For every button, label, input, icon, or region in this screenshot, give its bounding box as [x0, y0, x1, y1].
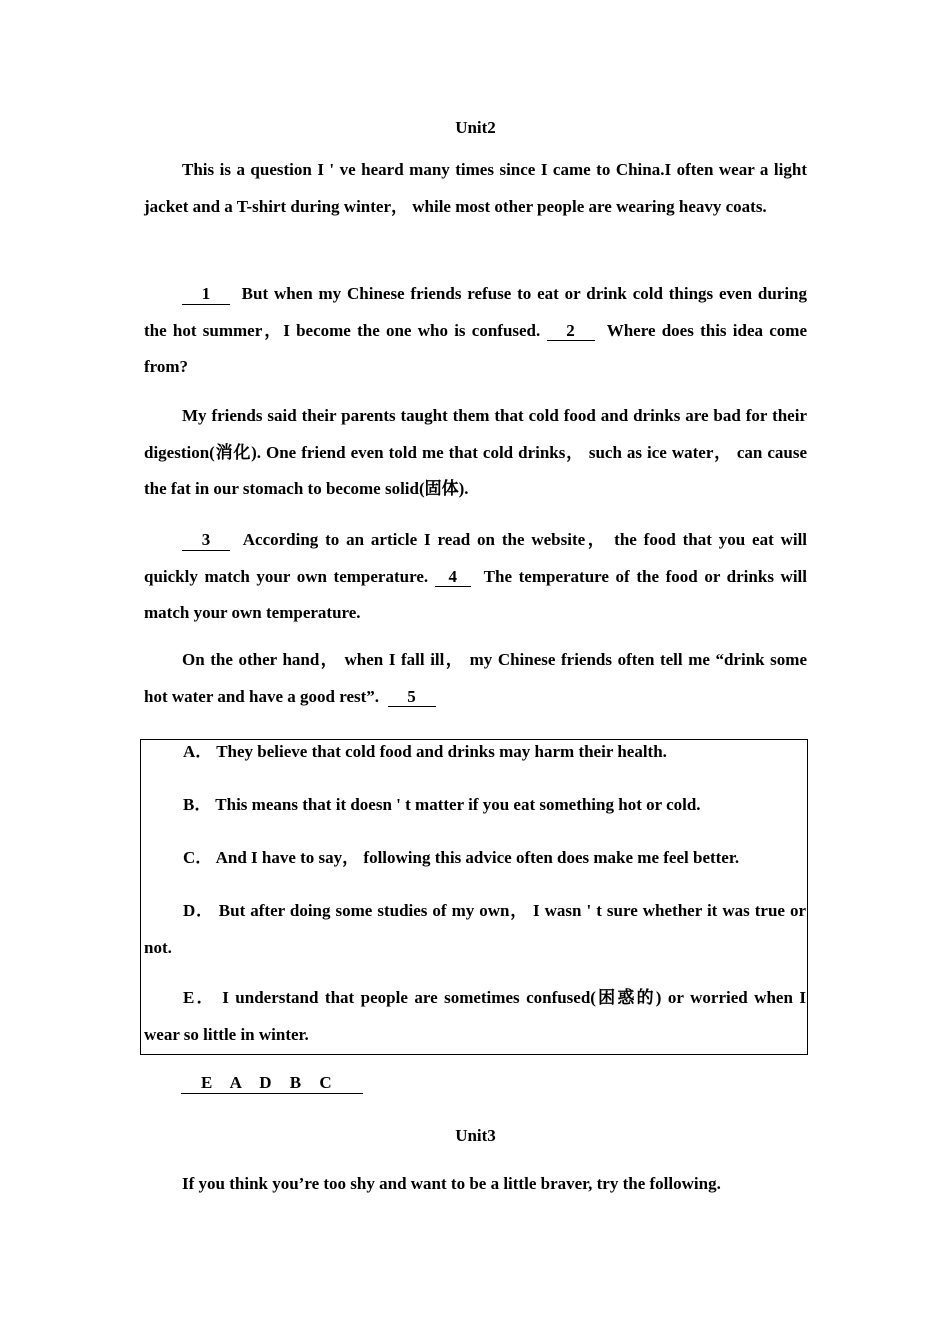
unit3-title: Unit3 [455, 1126, 496, 1145]
option-c: C． And I have to say， following this advice often does make me feel better. [183, 848, 740, 867]
unit2-paragraph-2 [144, 276, 807, 386]
options-box [140, 739, 808, 1055]
option-b: B． This means that it doesn ' t matter if you eat something hot or cold. [183, 795, 701, 814]
answer-key: E A D B C [181, 1073, 363, 1094]
option-e: E． I understand that people are sometimes confused(困惑的) or worried when I wear so little in winter. [144, 988, 806, 1044]
option-d: D． But after doing some studies of my own， I wasn ' t sure whether it was true or not. [144, 901, 806, 957]
paragraph-5-text-a: On the other hand， when I fall ill， my Chinese friends often tell me “drink some hot water and have a good rest”. [144, 650, 807, 706]
unit2-paragraph-1: This is a question I ' ve heard many times since I came to China.I often wear a light jacket and a T-shirt during winter， while most other people are wearing heavy coats. [144, 160, 807, 216]
blank-5[interactable]: 5 [388, 687, 436, 708]
option-a: A． They believe that cold food and drinks may harm their health. [183, 742, 667, 761]
blank-3[interactable]: 3 [182, 530, 230, 551]
unit3-paragraph-1: If you think you’re too shy and want to be a little braver, try the following. [182, 1174, 721, 1193]
unit2-paragraph-3: My friends said their parents taught them that cold food and drinks are bad for their digestion(消化). One friend even told me that cold drinks， such as ice water， can cause the fat in our stomach to become solid(固体). [144, 406, 807, 498]
paragraph-2-text-a: But when my Chinese friends refuse to eat or drink cold things even during the hot summer，I become the one who is confused. [144, 284, 807, 340]
paragraph-4-text-a: According to an article I read on the website， the food that you eat will quickly match your own temperature. [144, 530, 808, 586]
unit2-paragraph-4 [144, 522, 807, 632]
unit2-title: Unit2 [455, 118, 496, 137]
paragraph-2-text-b: Where does this idea come from? [144, 320, 807, 376]
blank-1[interactable]: 1 [182, 284, 230, 305]
blank-2[interactable]: 2 [547, 321, 595, 342]
unit2-paragraph-5 [144, 642, 807, 715]
paragraph-4-text-b: The temperature of the food or drinks will match your own temperature. [144, 566, 807, 622]
blank-4[interactable]: 4 [435, 567, 471, 588]
